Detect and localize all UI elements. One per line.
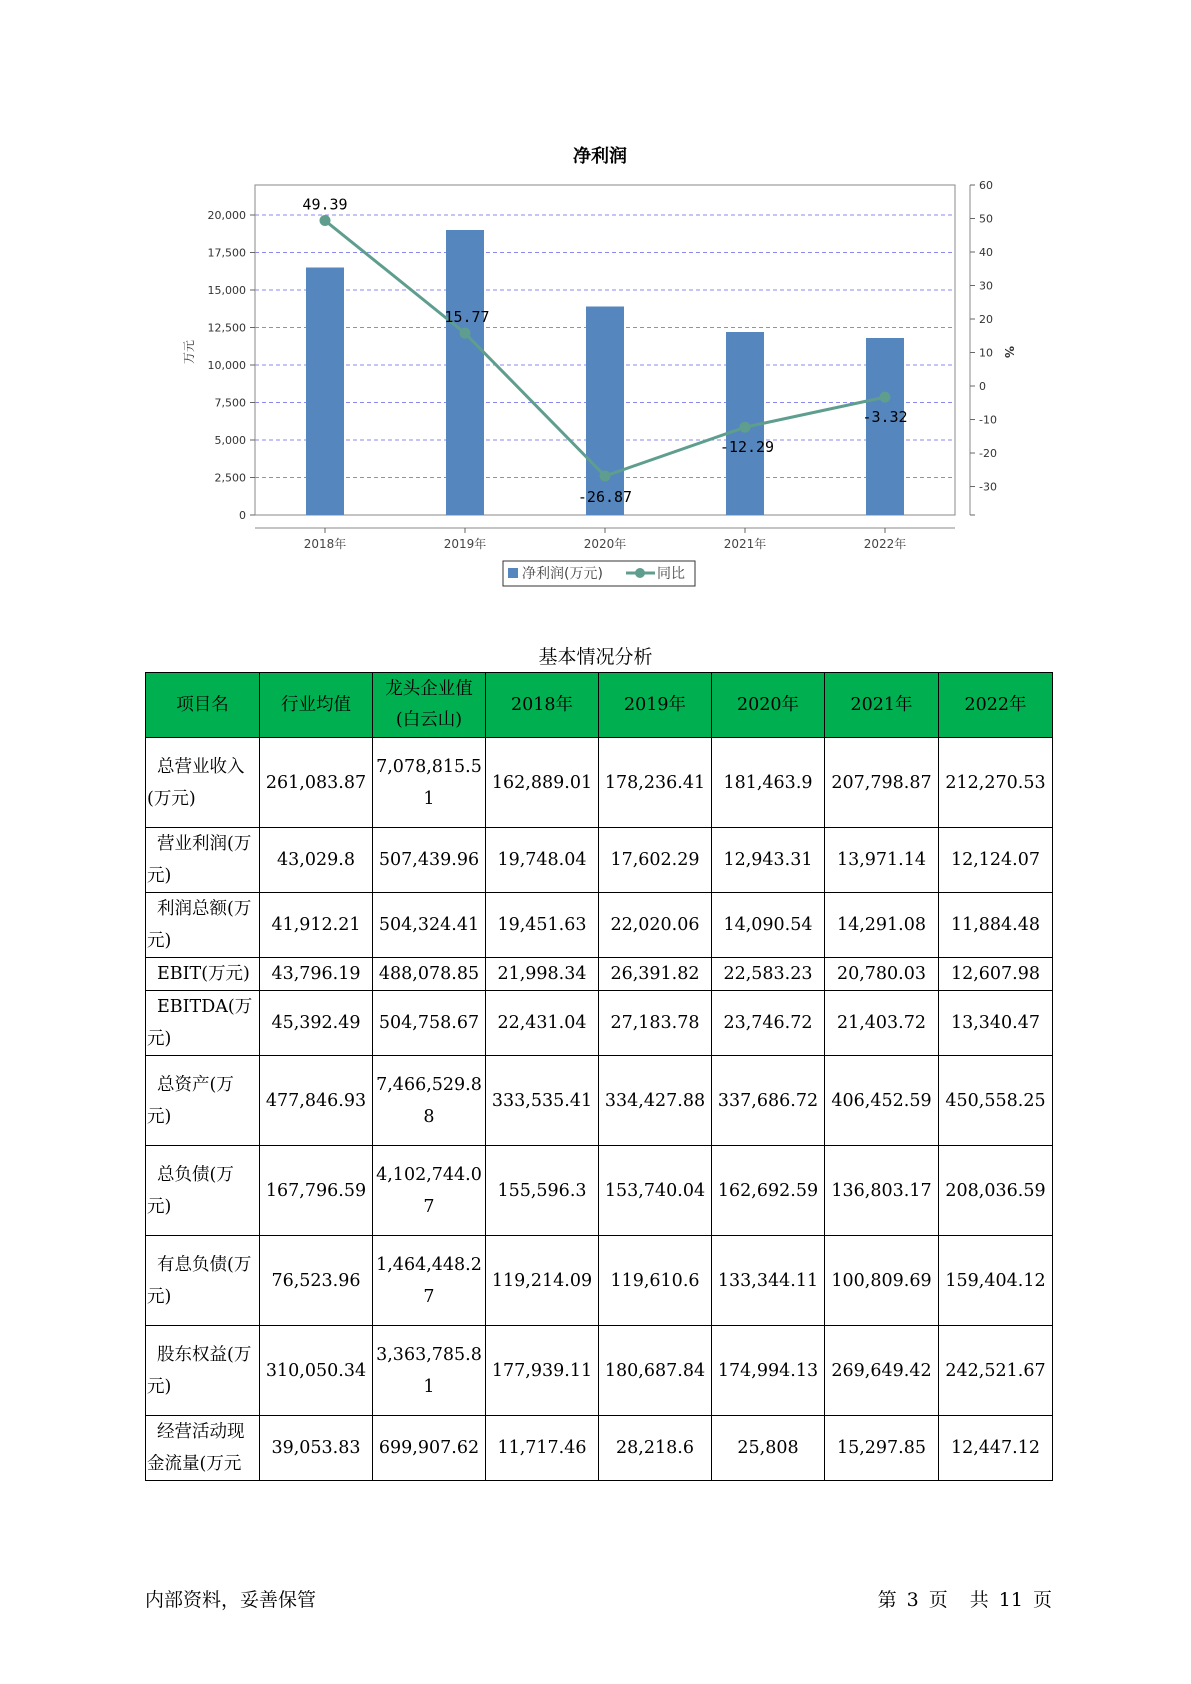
table-cell: 119,610.6 (599, 1236, 712, 1326)
row-label-text: 股东权益(万元) (147, 1344, 252, 1397)
row-label-text: EBITDA(万元) (147, 997, 253, 1049)
x-tick-label: 2021年 (723, 537, 767, 551)
table-row (146, 893, 1053, 958)
table-row (146, 991, 1053, 1056)
table-cell: 181,463.9 (712, 738, 825, 828)
table-cell: 507,439.96 (373, 828, 486, 893)
net-profit-chart (0, 0, 1191, 600)
row-label-cell (146, 1056, 260, 1146)
table-row (146, 1236, 1053, 1326)
table-cell: 4,102,744.07 (373, 1146, 486, 1236)
data-label: -3.32 (862, 408, 908, 427)
page-number: 3 (906, 1589, 919, 1611)
table-cell: 39,053.83 (260, 1416, 373, 1481)
y-tick-label: 20,000 (207, 209, 246, 222)
y2-tick-label: -20 (979, 447, 997, 461)
table-cell: 261,083.87 (260, 738, 373, 828)
table-cell: 20,780.03 (825, 958, 939, 991)
table-cell: 25,808 (712, 1416, 825, 1481)
row-label-cell (146, 1236, 260, 1326)
bar (586, 307, 624, 516)
y2-tick-label: 20 (979, 313, 993, 327)
table-cell: 119,214.09 (486, 1236, 599, 1326)
table-cell: 406,452.59 (825, 1056, 939, 1146)
table-header-cell: 项目名 (146, 673, 260, 738)
row-label-cell (146, 738, 260, 828)
footer-page-info (868, 1585, 1052, 1612)
table-cell: 13,340.47 (939, 991, 1053, 1056)
row-label-text: 利润总额(万元) (147, 899, 252, 951)
table-cell: 7,466,529.88 (373, 1056, 486, 1146)
table-header-cell: 2020年 (712, 673, 825, 738)
legend-line-marker (635, 568, 645, 578)
y-tick-label: 0 (239, 509, 246, 522)
row-label-text: 营业利润(万元) (147, 834, 252, 886)
table-cell: 43,029.8 (260, 828, 373, 893)
y2-tick-label: 40 (979, 246, 993, 260)
table-cell: 212,270.53 (939, 738, 1053, 828)
table-cell: 26,391.82 (599, 958, 712, 991)
table-cell: 21,403.72 (825, 991, 939, 1056)
x-tick-label: 2022年 (863, 537, 907, 551)
y2-tick-label: -30 (979, 480, 997, 494)
row-label-text: 总负债(万元) (147, 1164, 234, 1217)
table-cell: 155,596.3 (486, 1146, 599, 1236)
table-header-cell: 龙头企业值(白云山) (373, 673, 486, 738)
table-header-cell: 2021年 (825, 673, 939, 738)
table-row (146, 1056, 1053, 1146)
total-prefix: 共 (969, 1589, 989, 1611)
table-header-cell: 2018年 (486, 673, 599, 738)
line-point (740, 422, 751, 433)
table-cell: 12,124.07 (939, 828, 1053, 893)
table-cell: 41,912.21 (260, 893, 373, 958)
data-label: -12.29 (719, 438, 775, 457)
table-cell: 177,939.11 (486, 1326, 599, 1416)
row-label-cell (146, 1146, 260, 1236)
table-cell: 14,291.08 (825, 893, 939, 958)
y2-tick-label: 0 (979, 380, 986, 394)
table-cell: 334,427.88 (599, 1056, 712, 1146)
table-cell: 477,846.93 (260, 1056, 373, 1146)
table-row (146, 738, 1053, 828)
table-header-cell: 行业均值 (260, 673, 373, 738)
table-caption: 基本情况分析 (538, 646, 653, 668)
table-cell: 310,050.34 (260, 1326, 373, 1416)
table-cell: 180,687.84 (599, 1326, 712, 1416)
table-cell: 7,078,815.51 (373, 738, 486, 828)
y2-tick-label: 30 (979, 279, 993, 293)
table-cell: 13,971.14 (825, 828, 939, 893)
table-cell: 22,020.06 (599, 893, 712, 958)
y-tick-label: 10,000 (207, 359, 246, 372)
table-header-cell: 2019年 (599, 673, 712, 738)
y2-tick-label: -10 (979, 413, 997, 427)
table-cell: 207,798.87 (825, 738, 939, 828)
table-cell: 28,218.6 (599, 1416, 712, 1481)
table-cell: 167,796.59 (260, 1146, 373, 1236)
table-cell: 19,748.04 (486, 828, 599, 893)
table-cell: 133,344.11 (712, 1236, 825, 1326)
table-cell: 337,686.72 (712, 1056, 825, 1146)
table-cell: 162,889.01 (486, 738, 599, 828)
legend-bar-swatch (508, 568, 518, 578)
data-label: -26.87 (577, 488, 633, 507)
chart-title: 净利润 (573, 146, 627, 167)
table-cell: 11,884.48 (939, 893, 1053, 958)
table-cell: 19,451.63 (486, 893, 599, 958)
table-cell: 76,523.96 (260, 1236, 373, 1326)
row-label-cell (146, 991, 260, 1056)
table-cell: 12,447.12 (939, 1416, 1053, 1481)
table-row (146, 958, 1053, 991)
table-cell: 17,602.29 (599, 828, 712, 893)
bar (446, 230, 484, 515)
table-cell: 333,535.41 (486, 1056, 599, 1146)
bar (306, 268, 344, 516)
y-axis-label: 万元 (182, 339, 196, 365)
table-cell: 504,324.41 (373, 893, 486, 958)
y2-axis-label: % (1002, 345, 1016, 359)
table-row (146, 828, 1053, 893)
row-label-text: 经营活动现金流量(万元 (147, 1422, 245, 1474)
page-unit: 页 (928, 1589, 948, 1611)
table-cell: 153,740.04 (599, 1146, 712, 1236)
page-prefix: 第 (877, 1589, 897, 1611)
table-cell: 12,607.98 (939, 958, 1053, 991)
y2-tick-label: 50 (979, 212, 993, 226)
row-label-text: 总资产(万元) (147, 1074, 234, 1127)
table-cell: 1,464,448.27 (373, 1236, 486, 1326)
table-cell: 504,758.67 (373, 991, 486, 1056)
line-point (320, 215, 331, 226)
data-label: 15.77 (444, 308, 490, 327)
table-cell: 43,796.19 (260, 958, 373, 991)
y2-tick-label: 10 (979, 346, 993, 360)
table-cell: 699,907.62 (373, 1416, 486, 1481)
footer-confidential-note: 内部资料，妥善保管 (145, 1589, 317, 1611)
table-row (146, 1326, 1053, 1416)
table-cell: 208,036.59 (939, 1146, 1053, 1236)
table-header-cell: 2022年 (939, 673, 1053, 738)
total-pages: 11 (998, 1589, 1023, 1611)
table-cell: 450,558.25 (939, 1056, 1053, 1146)
table-cell: 269,649.42 (825, 1326, 939, 1416)
row-label-cell (146, 893, 260, 958)
y-tick-label: 15,000 (207, 284, 246, 297)
table-cell: 14,090.54 (712, 893, 825, 958)
line-point (880, 392, 891, 403)
table-cell: 15,297.85 (825, 1416, 939, 1481)
table-cell: 178,236.41 (599, 738, 712, 828)
table-cell: 22,431.04 (486, 991, 599, 1056)
line-point (600, 471, 611, 482)
table-cell: 27,183.78 (599, 991, 712, 1056)
legend-line-label: 同比 (657, 566, 685, 582)
table-cell: 100,809.69 (825, 1236, 939, 1326)
table-cell: 21,998.34 (486, 958, 599, 991)
y-tick-label: 12,500 (207, 321, 246, 335)
table-cell: 3,363,785.81 (373, 1326, 486, 1416)
line-point (460, 328, 471, 339)
table-cell: 12,943.31 (712, 828, 825, 893)
y-tick-label: 2,500 (214, 471, 246, 485)
table-cell: 23,746.72 (712, 991, 825, 1056)
table-header-row (146, 673, 1053, 738)
row-label-cell (146, 958, 260, 991)
table-row (146, 1416, 1053, 1481)
basic-analysis-table (145, 672, 1053, 1481)
x-tick-label: 2020年 (583, 537, 627, 551)
table-cell: 162,692.59 (712, 1146, 825, 1236)
y-tick-label: 17,500 (207, 246, 246, 260)
table-cell: 11,717.46 (486, 1416, 599, 1481)
data-label: 49.39 (302, 195, 348, 214)
table-cell: 136,803.17 (825, 1146, 939, 1236)
total-unit: 页 (1032, 1589, 1052, 1611)
row-label-text: 总营业收入(万元) (147, 756, 245, 809)
y-tick-label: 5,000 (214, 434, 246, 447)
y-tick-label: 7,500 (214, 396, 246, 410)
row-label-cell (146, 1416, 260, 1481)
x-tick-label: 2019年 (443, 537, 487, 551)
table-row (146, 1146, 1053, 1236)
legend-bar-label: 净利润(万元) (522, 566, 603, 582)
x-tick-label: 2018年 (303, 537, 347, 551)
row-label-cell (146, 828, 260, 893)
bar (866, 338, 904, 515)
row-label-text: 有息负债(万元) (147, 1254, 252, 1307)
table-cell: 22,583.23 (712, 958, 825, 991)
table-cell: 242,521.67 (939, 1326, 1053, 1416)
table-cell: 45,392.49 (260, 991, 373, 1056)
y2-tick-label: 60 (979, 179, 993, 192)
table-cell: 159,404.12 (939, 1236, 1053, 1326)
table-cell: 174,994.13 (712, 1326, 825, 1416)
row-label-text: EBIT(万元) (157, 964, 250, 984)
row-label-cell (146, 1326, 260, 1416)
table-cell: 488,078.85 (373, 958, 486, 991)
